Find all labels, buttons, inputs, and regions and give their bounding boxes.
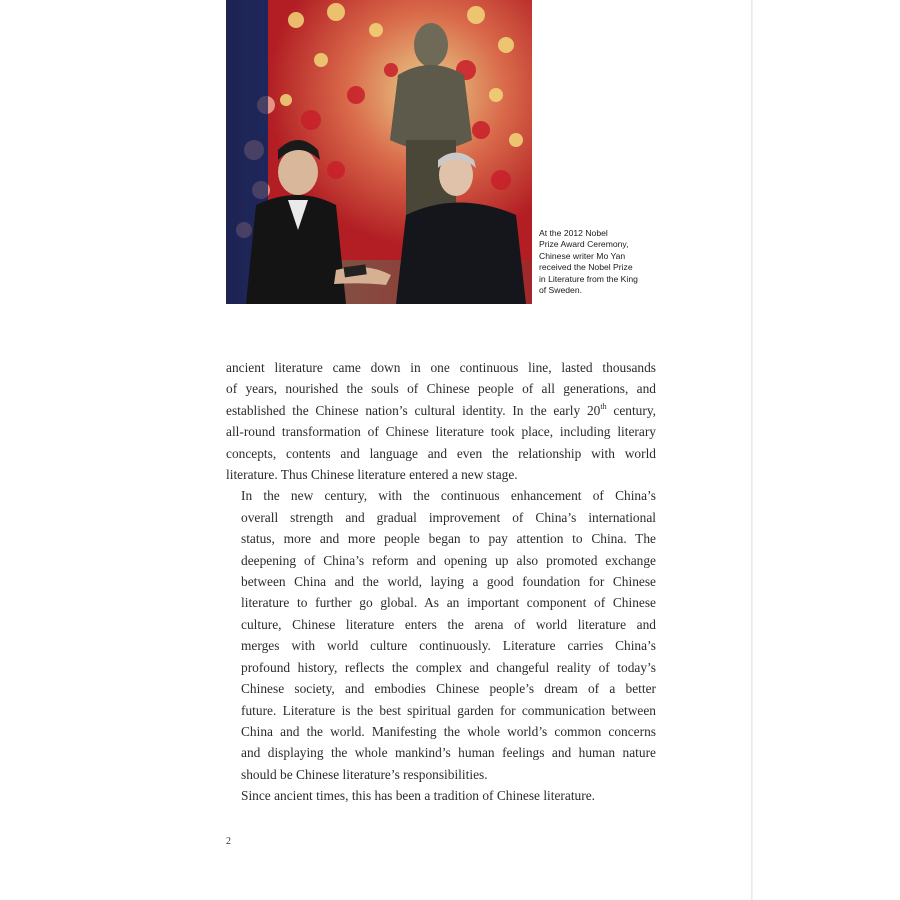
text-line: should be Chinese literature’s responsibilities.: [241, 766, 488, 782]
nobel-ceremony-photo: [226, 0, 532, 304]
text-segment: century,: [606, 402, 657, 418]
text-line: Chinese society, and embodies Chinese people’s dream of a better: [241, 681, 656, 697]
text-line: In the new century, with the continuous enhancement of China’s: [241, 488, 656, 504]
superscript: th: [600, 401, 607, 411]
text-line: between China and the world, laying a good foundation for Chinese: [241, 574, 656, 590]
text-line: all-round transformation of Chinese literature took place, including literary: [226, 424, 656, 440]
text-line: overall strength and gradual improvement of China’s international: [241, 509, 656, 525]
paragraph-2: [226, 485, 656, 785]
body-text: [226, 357, 656, 807]
text-line: of years, nourished the souls of Chinese people of all generations, and: [226, 381, 656, 397]
text-line: Since ancient times, this has been a tradition of Chinese literature.: [241, 788, 596, 804]
text-line: merges with world culture continuously. Literature carries China’s: [241, 638, 656, 654]
photo-caption: At the 2012 Nobel Prize Award Ceremony, Chinese writer Mo Yan received the Nobel Prize in Literature from the King of Sweden.: [539, 228, 638, 296]
text-line: ancient literature came down in one continuous line, lasted thousands: [226, 360, 656, 375]
text-line: future. Literature is the best spiritual garden for communication between: [241, 702, 656, 718]
text-line: literature to further go global. As an important component of Chinese: [241, 595, 656, 611]
text-line: profound history, reflects the complex and changeful reality of today’s: [241, 659, 656, 675]
text-line: status, more and more people began to pay attention to China. The: [241, 531, 656, 547]
text-line: and displaying the whole mankind’s human feelings and human nature: [241, 745, 656, 761]
paragraph-3: [226, 785, 656, 806]
text-line: concepts, contents and language and even the relationship with world: [226, 445, 656, 461]
text-line: literature. Thus Chinese literature entered a new stage.: [226, 467, 518, 483]
text-line: China and the world. Manifesting the whole world’s common concerns: [241, 723, 656, 739]
text-line: [226, 400, 656, 421]
paragraph-1: [226, 357, 656, 485]
text-line: culture, Chinese literature enters the arena of world literature and: [241, 616, 656, 632]
page-edge: [751, 0, 753, 900]
text-line: deepening of China’s reform and opening up also promoted exchange: [241, 552, 656, 568]
text-segment: established the Chinese nation’s cultural identity. In the early 20: [226, 402, 601, 418]
page-number: 2: [226, 836, 231, 847]
